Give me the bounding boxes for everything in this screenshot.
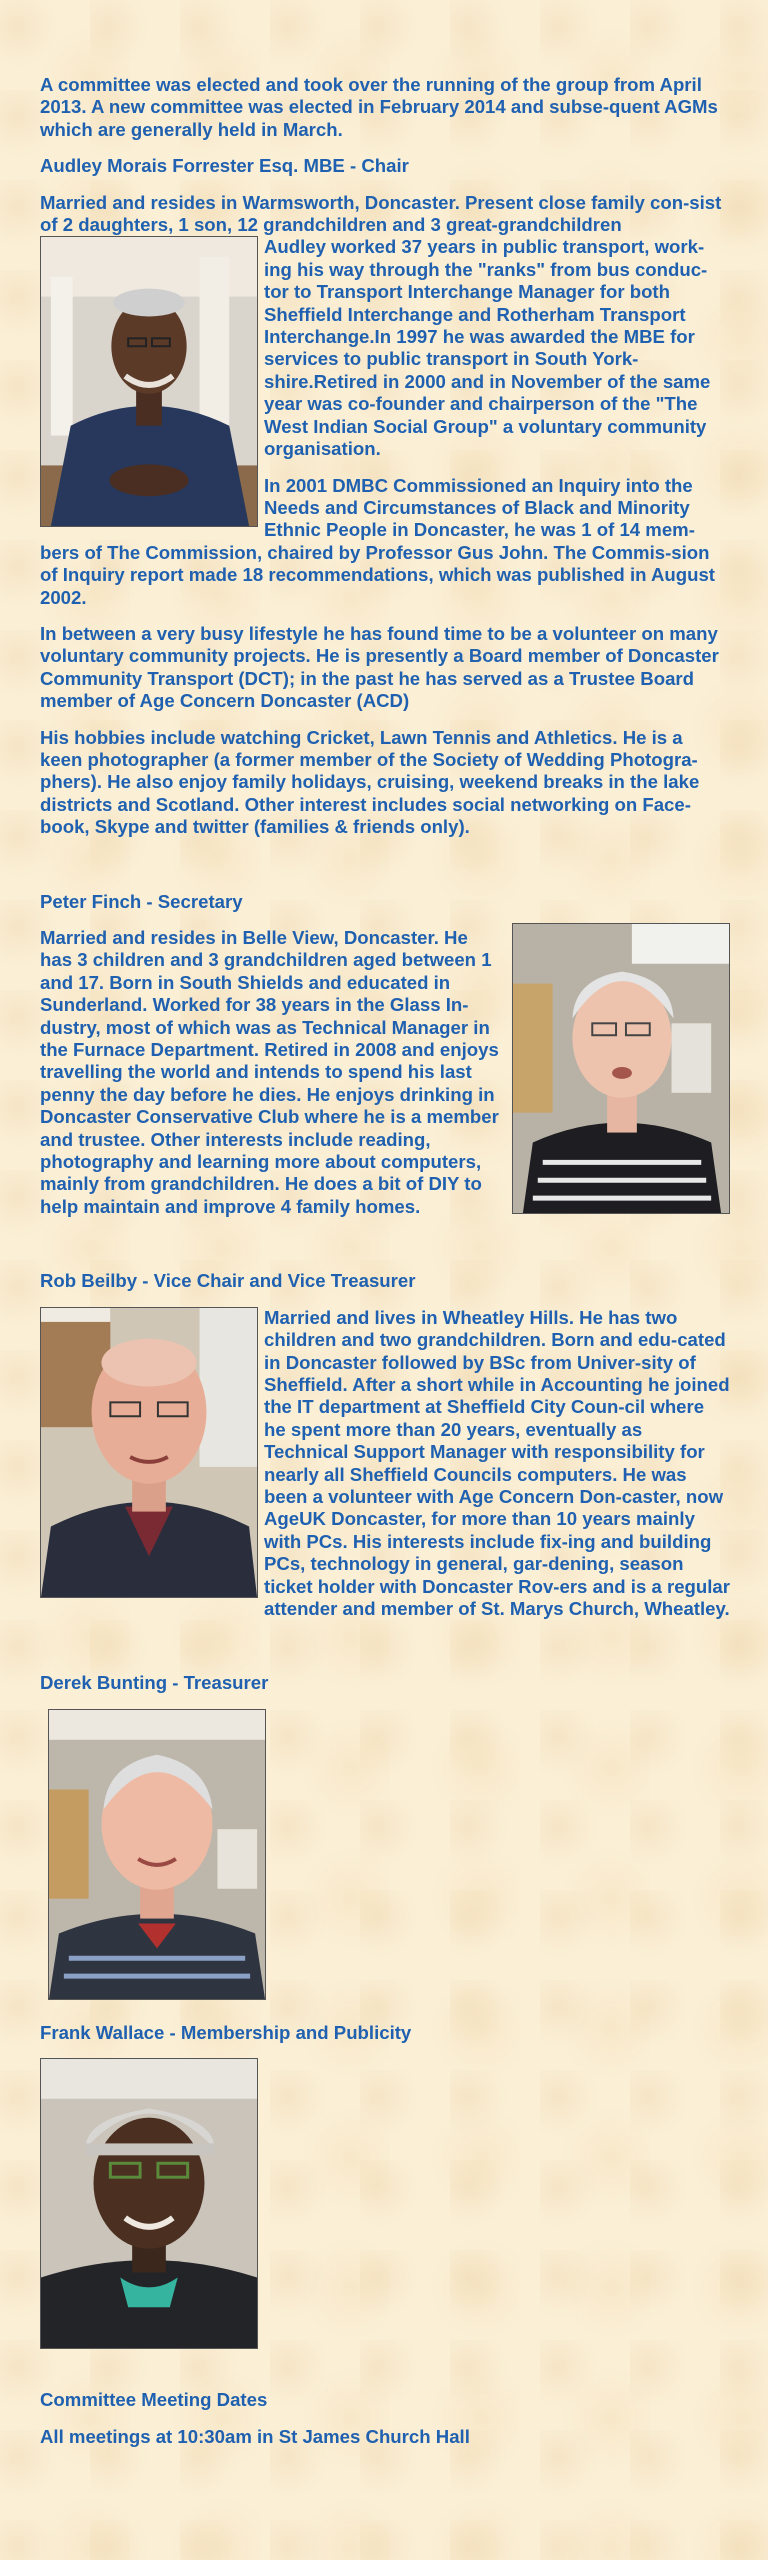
content-column	[40, 74, 730, 2462]
intro-paragraph: A committee was elected and took over the running of the group from April 2013. A new committee was elected in February 2014 and subse-quent AGMs which are generally held in March.	[40, 74, 718, 140]
meetings-text: All meetings at 10:30am in St James Church Hall	[40, 2425, 470, 2447]
section-gap	[40, 1634, 730, 1672]
meetings-heading: Committee Meeting Dates	[40, 2389, 268, 2411]
photo-rob	[40, 1307, 258, 1598]
photo-audley	[40, 236, 258, 527]
member-bio-vice-chair: Married and lives in Wheatley Hills. He has two children and two grandchildren. Born and edu-cated in Doncaster followed by BSc from Univer-sity of Sheffield. After a short while in Accounting he joined the IT department at Sheffield City Coun-cil where he spent more than 20 years, eventually as Technical Support Manager with responsibility for nearly all Sheffield Councils computers. He was been a volunteer with Age Concern Don-caster, now AgeUK Doncaster, for more than 10 years mainly with PCs. His interests include fix-ing and building PCs, technology in general, gar-dening, season ticket holder with Doncaster Rov-ers and is a regular attender and member of St. Marys Church, Wheatley.	[264, 1306, 731, 1619]
member-heading-vice-chair: Rob Beilby - Vice Chair and Vice Treasurer	[40, 1270, 416, 1292]
section-gap	[40, 853, 730, 891]
member-bio-chair-volunteer: In between a very busy lifestyle he has found time to be a volunteer on many voluntary community projects. He is presently a Board member of Doncaster Community Transport (DCT); in the past he has served as a Trustee Board member of Age Concern Doncaster (ACD)	[40, 622, 719, 712]
photo-peter	[512, 923, 730, 1214]
member-heading-chair: Audley Morais Forrester Esq. MBE - Chair	[40, 155, 409, 177]
member-heading-secretary: Peter Finch - Secretary	[40, 890, 243, 912]
section-gap	[40, 1232, 730, 1270]
member-bio-secretary: Married and resides in Belle View, Doncaster. He has 3 children and 3 grandchildren aged between 1 and 17. Born in South Shields and educated in Sunderland. Worked for 38 years in the Glass In-dustry, most of which was as Technical Manager in the Furnace Department. Retired in 2008 and enjoys travelling the world and intends to spend his last penny the day before he dies. He enjoys drinking in Doncaster Conservative Club where he is a member and trustee. Other interests include reading, photography and learning more about computers, mainly from grandchildren. He does a bit of DIY to help maintain and improve 4 family homes.	[40, 927, 499, 1217]
member-bio-lead: Married and resides in Warmsworth, Doncaster. Present close family con-sist of 2 daughters, 1 son, 12 grandchildren and 3 great-grandchildren	[40, 191, 722, 236]
photo-derek	[48, 1709, 266, 2000]
member-bio-chair-wrap: Audley worked 37 years in public transport, work-ing his way through the "ranks" from bus conduc-tor to Transport Interchange Manager for both Sheffield Interchange and Rotherham Transport Interchange.In 1997 he was awarded the MBE for services to public transport in South York-shire.Retired in 2000 and in November of the same year was co-founder and chairperson of the "The West Indian Social Group" a voluntary community organisation.	[264, 236, 711, 460]
member-heading-membership: Frank Wallace - Membership and Publicity	[40, 2021, 412, 2043]
photo-frank	[40, 2058, 258, 2349]
member-bio-chair-inquiry: In 2001 DMBC Commissioned an Inquiry into the Needs and Circumstances of Black and Minority Ethnic People in Doncaster, he was 1 of 14 mem-bers of The Commission, chaired by Professor Gus John. The Commis-sion of Inquiry report made 18 recommendations, which was published in August 2002.	[40, 474, 715, 608]
member-bio-chair-hobbies: His hobbies include watching Cricket, Lawn Tennis and Athletics. He is a keen photographer (a former member of the Society of Wedding Photogra-phers). He also enjoy family holidays, cruising, weekend breaks in the lake districts and Scotland. Other interest includes social networking on Face-book, Skype and twitter (families & friends only).	[40, 726, 700, 838]
member-heading-treasurer: Derek Bunting - Treasurer	[40, 1672, 269, 1694]
section-gap	[40, 2371, 730, 2389]
